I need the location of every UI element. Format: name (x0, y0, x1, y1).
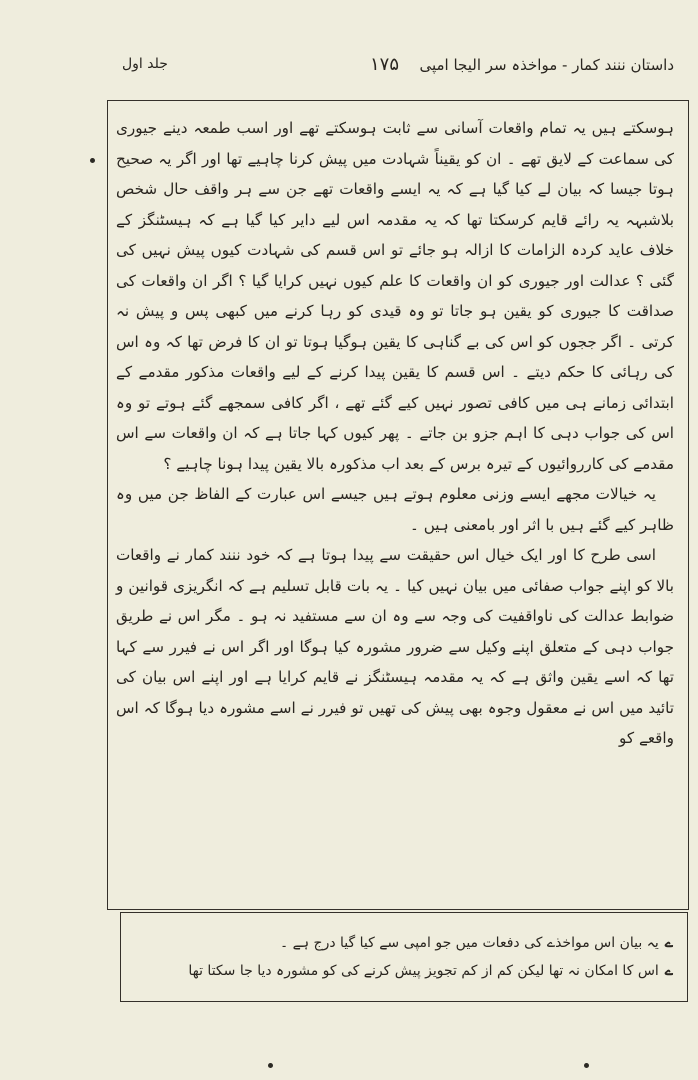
footnote-2-text: اس کا امکان نہ تھا لیکن کم از کم تجویز پیش کرنے کی کو مشورہ دیا جا سکتا تھا (188, 963, 659, 979)
scan-speck (584, 1063, 589, 1068)
running-header (108, 52, 688, 84)
footnote-1 (280, 935, 673, 951)
header-book-title: داستان ننند کمار - مواخذہ سر الیجا امپی (419, 56, 674, 74)
body-text (116, 113, 674, 754)
paragraph-3: اسی طرح کا اور ایک خیال اس حقیقت سے پیدا ہوتا ہے کہ خود ننند کمار نے واقعات بالا کو اپنے جواب صفائی میں بیان نہیں کیا ۔ یہ بات قابل تسلیم ہے کہ انگریزی قوانین و ضوابط عدالت کی ناواقفیت کی وجہ سے وہ ان سے مستفید نہ ہو ۔ مگر اس نے طریق جواب دہی کے متعلق اپنے وکیل سے ضرور مشورہ کیا ہوگا اور اگر اس نے فیرر سے کہا تھا کہ اسے یقین واثق ہے کہ یہ مقدمہ ہیسٹنگز نے قایم کرایا ہے اور اپنے اس بیان کی تائید میں اس نے معقول وجوہ بھی پیش کی تھیں تو فیرر نے اسے مشورہ دیا ہوگا کہ اس واقعے کو (116, 546, 674, 747)
margin-mark (90, 158, 95, 163)
header-volume: جلد اول (122, 56, 168, 72)
scan-speck (268, 1063, 273, 1068)
main-text-frame (107, 100, 689, 910)
footnote-2 (188, 963, 673, 979)
paragraph-2: یہ خیالات مجھے ایسے وزنی معلوم ہوتے ہیں جیسے اس عبارت کے الفاظ جن میں وہ ظاہر کیے گئے ہیں با اثر اور بامعنی ہیں ۔ (116, 485, 674, 534)
footnote-frame (120, 912, 688, 1002)
footnote-1-mark: ے (664, 935, 673, 951)
page-number: ۱۷۵ (370, 54, 400, 75)
footnote-2-mark: ے (664, 963, 673, 979)
footnote-1-text: یہ بیان اس مواخذے کی دفعات میں جو امپی سے کیا گیا درج ہے ۔ (280, 935, 659, 951)
paragraph-1: ہوسکتے ہیں یہ تمام واقعات آسانی سے ثابت ہوسکتے تھے اور اسب طمعہ دینے جیوری کی سماعت کے لایق تھے ۔ ان کو یقیناً شہادت میں پیش کرنا چاہیے تھا اور اگر یہ صحیح ہوتا جیسا کہ بیان لے کیا گیا ہے کہ یہ ایسے واقعات تھے جن سے ہر واقف حال شخص بلاشبہہ یہ رائے قایم کرسکتا تھا کہ یہ مقدمہ اس لیے دایر کیا گیا ہے کہ ہیسٹنگز کے خلاف عاید کردہ الزامات کا ازالہ ہو جائے تو اس قسم کی شہادت کیوں پیش نہیں کی گئی ؟ عدالت اور جیوری کو ان واقعات کا علم کیوں نہیں کرایا گیا ؟ اگر ان واقعات کی صداقت کا جیوری کو یقین ہو جاتا تو وہ قیدی کو رہا کرنے میں کبھی پس و پیش نہ کرتی ۔ اگر ججوں کو اس کی بے گناہی کا یقین ہوگیا ہوتا تو ان کا فرض تھا کہ وہ اس کی رہائی کا حکم دیتے ۔ اس قسم کا یقین پیدا کرنے کے لیے واقعات مذکور مقدمے کے ابتدائی زمانے ہی میں کافی تصور نہیں کیے گئے تھے ، اگر کافی سمجھے گئے ہوتے تو وہ اس کی جواب دہی کا اہم جزو بن جاتے ۔ پھر کیوں کہا جاتا ہے کہ ان واقعات سے اس مقدمے کی کارروائیوں کے تیرہ برس کے بعد اب مذکورہ بالا یقین پیدا ہونا چاہیے ؟ (116, 119, 674, 473)
